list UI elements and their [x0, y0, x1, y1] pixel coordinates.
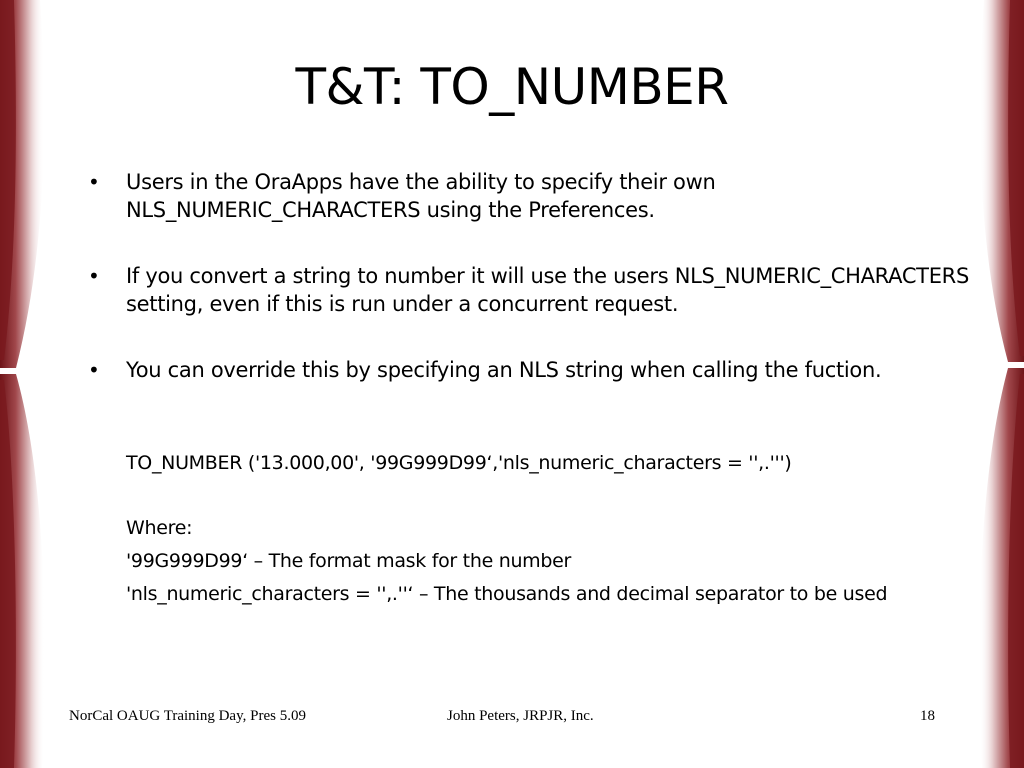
bullet-item	[88, 262, 978, 318]
bullet-item	[88, 356, 978, 384]
bullet-icon: •	[88, 170, 100, 194]
bullet-item	[88, 168, 978, 224]
where-label: Where:	[126, 517, 193, 539]
bullet-icon: •	[88, 264, 100, 288]
definition-format-mask: '99G999D99‘ – The format mask for the number	[126, 550, 572, 572]
code-example: TO_NUMBER ('13.000,00', '99G999D99‘,'nls_numeric_characters = '',.''')	[126, 452, 792, 474]
slide-title: T&T: TO_NUMBER	[295, 58, 729, 116]
bullet-icon: •	[88, 358, 100, 382]
definition-nls-characters: 'nls_numeric_characters = '',.''‘ – The thousands and decimal separator to be used	[126, 583, 888, 605]
bullet-text: Users in the OraApps have the ability to specify their own NLS_NUMERIC_CHARACTERS using the Preferences.	[126, 170, 716, 222]
footer-page-number: 18	[920, 708, 935, 724]
bullet-text: You can override this by specifying an NLS string when calling the fuction.	[126, 358, 882, 382]
footer-presentation-name: NorCal OAUG Training Day, Pres 5.09	[69, 708, 306, 724]
bullet-list	[88, 168, 978, 384]
bullet-text: If you convert a string to number it will use the users NLS_NUMERIC_CHARACTERS setting, even if this is run under a concurrent request.	[126, 264, 970, 316]
footer-author: John Peters, JRPJR, Inc.	[447, 708, 594, 724]
